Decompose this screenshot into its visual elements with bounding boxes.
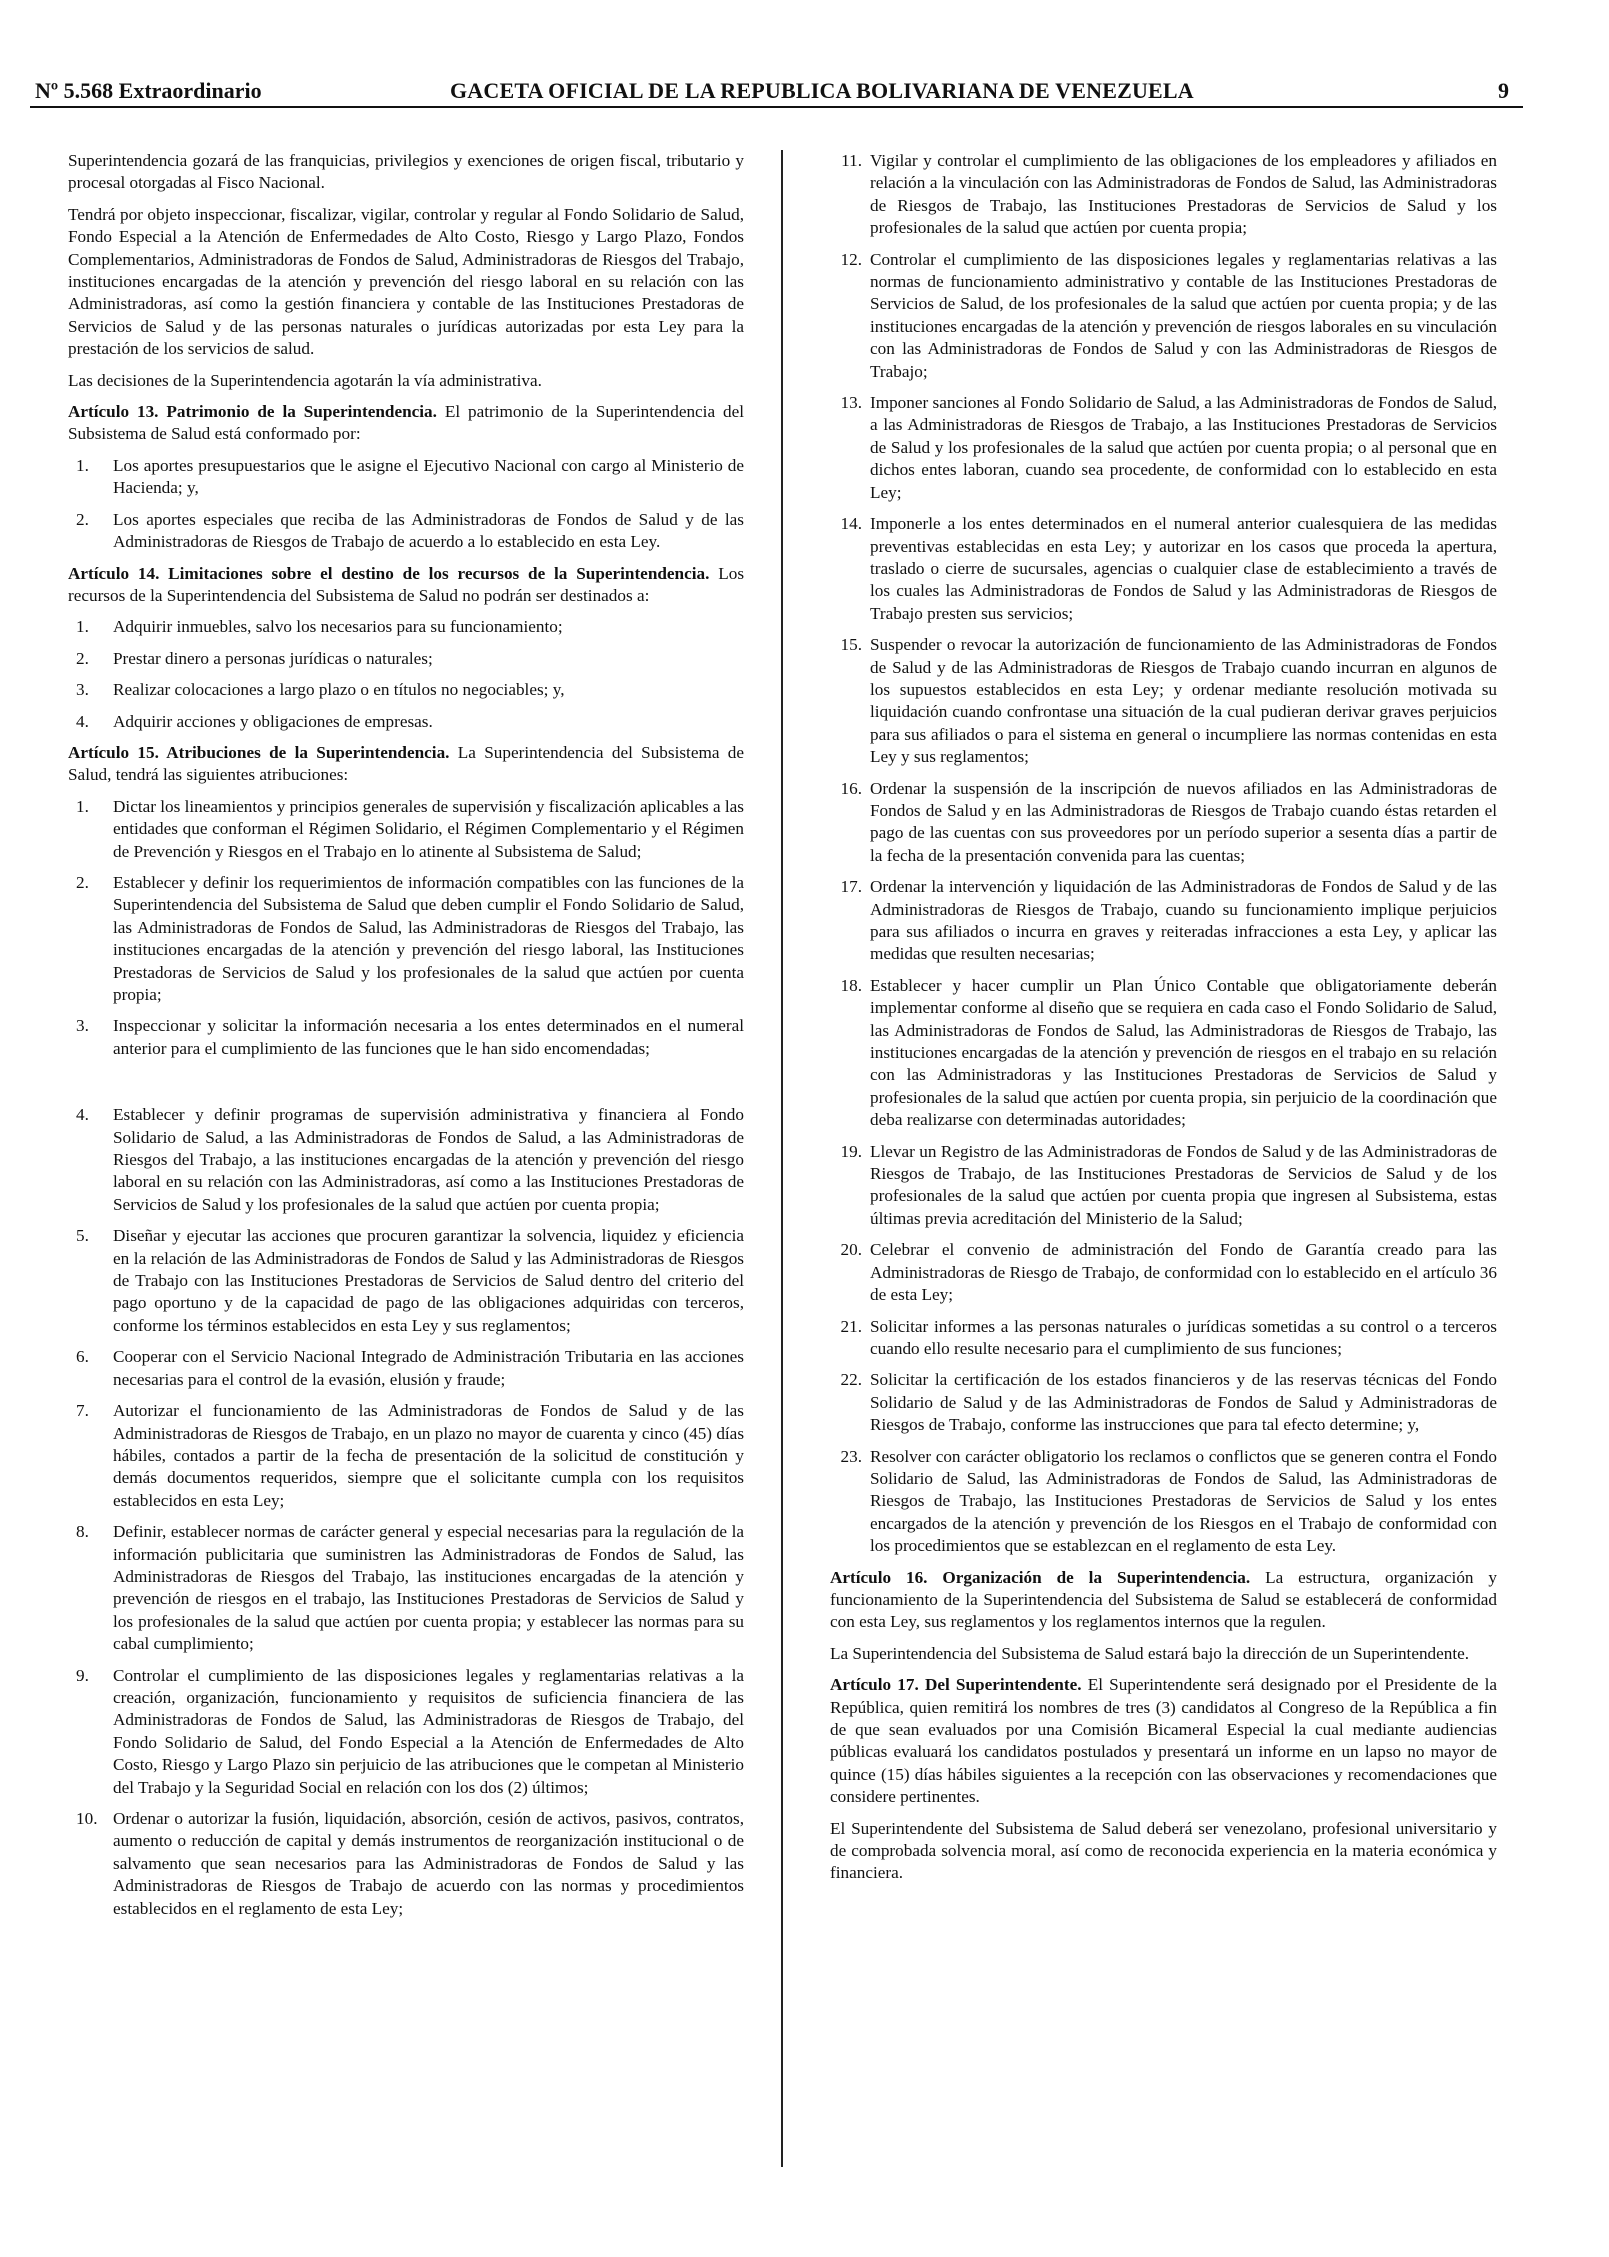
- item-text: Establecer y hacer cumplir un Plan Único Contable que obligatoriamente deberán implementar conforme al diseño que se requiera en cada caso el Fondo Solidario de Salud, las Administradoras de Fondos de Salud, las Administradoras de Riesgos de Trabajo, las instituciones encargadas de la atención y prevención de riesgos en el trabajo en su relación con las Administradoras y las Instituciones Prestadoras de Servicios de Salud y profesionales de la salud que actúen por cuenta propia, sin perjuicio de la coordinación que deba realizarse con determinadas autoridades;: [870, 975, 1497, 1130]
- list-item: [68, 872, 744, 1006]
- item-text: Ordenar la suspensión de la inscripción de nuevos afiliados en las Administradoras de Fondos de Salud y en las Administradoras de Riesgos de Trabajo cuando éstas retarden el pago de las cuentas con sus proveedores por un período superior a sesenta días a partir de la fecha de la presentación convenida para las cuentas;: [870, 778, 1497, 865]
- article-15: [68, 742, 744, 787]
- item-text: Los aportes especiales que reciba de las Administradoras de Fondos de Salud y de las Administradoras de Riesgos de Trabajo de acuerdo a lo establecido en esta Ley.: [113, 509, 744, 552]
- list-item: [68, 1400, 744, 1512]
- list-item: [830, 513, 1497, 625]
- item-text: Prestar dinero a personas jurídicas o naturales;: [113, 648, 433, 668]
- list-item: [68, 648, 744, 670]
- article-title: Artículo 16. Organización de la Superintendencia.: [830, 1567, 1251, 1587]
- list-item: [830, 1239, 1497, 1306]
- item-text: Celebrar el convenio de administración del Fondo de Garantía creado para las Administradoras de Riesgo de Trabajo, de conformidad con lo establecido en el artículo 36 de esta Ley;: [870, 1240, 1497, 1305]
- issue-number: Nº 5.568 Extraordinario: [35, 78, 262, 103]
- article-text: El Superintendente será designado por el Presidente de la República, quien remitirá los nombres de tres (3) candidatos al Congreso de la República a fin de que sean evaluados por una Comisión Bicameral Especial la cual mediante audiencias públicas evaluará los candidatos postulados y presentará un informe en un lapso no mayor de quince (15) días hábiles siguientes a la recepción con las observaciones y recomendaciones que considere pertinentes.: [830, 1675, 1497, 1807]
- gazette-title: GACETA OFICIAL DE LA REPUBLICA BOLIVARIANA DE VENEZUELA: [450, 78, 1194, 103]
- item-number: 21.: [840, 1316, 862, 1336]
- list-item: [68, 1521, 744, 1655]
- item-text: Realizar colocaciones a largo plazo o en títulos no negociables; y,: [113, 680, 565, 700]
- item-number: 6.: [76, 1347, 89, 1367]
- item-number: 4.: [76, 711, 89, 731]
- article-title: Artículo 13. Patrimonio de la Superintendencia.: [68, 402, 437, 422]
- item-number: 2.: [76, 872, 89, 892]
- list-item: [68, 509, 744, 554]
- item-text: Llevar un Registro de las Administradoras de Fondos de Salud y de las Administradoras de Riesgos de Trabajo, de las Instituciones Prestadoras de Servicios de Salud y de los profesionales de la salud que actúen por cuenta propia que ingresen al Subsistema, estas últimas previa acreditación del Ministerio de la Salud;: [870, 1141, 1497, 1228]
- item-number: 16.: [840, 778, 862, 798]
- list-item: [68, 1225, 744, 1337]
- item-number: 1.: [76, 796, 89, 816]
- article-17: [830, 1674, 1497, 1808]
- item-text: Adquirir inmuebles, salvo los necesarios para su funcionamiento;: [113, 617, 563, 637]
- item-text: Solicitar la certificación de los estados financieros y de las reservas técnicas del Fondo Solidario de Salud y de las Administradoras de Fondos de Salud y Administradoras de Riesgos de Trabajo, conforme las instrucciones que para tal efecto determine; y,: [870, 1370, 1497, 1435]
- article-text: La Superintendencia del Subsistema de Salud, tendrá las siguientes atribuciones:: [68, 742, 744, 785]
- item-number: 15.: [840, 635, 862, 655]
- right-column: [830, 150, 1497, 1894]
- item-number: 5.: [76, 1226, 89, 1246]
- item-number: 20.: [840, 1240, 862, 1260]
- item-number: 22.: [840, 1370, 862, 1390]
- item-text: Establecer y definir programas de supervisión administrativa y financiera al Fondo Solidario de Salud, a las Administradoras de Fondos de Salud, a las Administradoras de Riesgos del Trabajo, a las instituciones encargadas de la atención y prevención del riesgo laboral en su relación con las Administradoras, así como a las Instituciones Prestadoras de Servicios de Salud y los profesionales de la salud que actúen por cuenta propia;: [113, 1105, 744, 1214]
- item-text: Imponerle a los entes determinados en el numeral anterior cualesquiera de las medidas preventivas establecidas en esta Ley; y autorizar en los casos que proceda la apertura, traslado o cierre de sucursales, agencias o cualquier clase de establecimiento a través de los cuales las Administradoras de Fondos de Salud y las Administradoras de Riesgos de Trabajo presten sus servicios;: [870, 514, 1497, 623]
- item-text: Adquirir acciones y obligaciones de empresas.: [113, 711, 433, 731]
- item-number: 10.: [76, 1809, 98, 1828]
- article-text: La estructura, organización y funcionamiento de la Superintendencia del Subsistema de Salud se establecerá de conformidad con esta Ley, sus reglamentos y los reglamentos internos que la regulen.: [830, 1567, 1498, 1632]
- item-text: Resolver con carácter obligatorio los reclamos o conflictos que se generen contra el Fondo Solidario de Salud, las Administradoras de Fondos de Salud, las Administradoras de Riesgos de Trabajo, las Instituciones Prestadoras de Servicios de Salud y los entes encargados de la atención y prevención de los Riesgos en el Trabajo de conformidad con los procedimientos que se establezcan en el reglamento de esta Ley.: [870, 1446, 1497, 1556]
- page-number: 9: [1498, 78, 1509, 103]
- item-text: Solicitar informes a las personas naturales o jurídicas sometidas a su control o a terceros cuando ello resulte necesario para el cumplimiento de sus funciones;: [870, 1316, 1497, 1358]
- item-number: 3.: [76, 680, 89, 700]
- spacer: [68, 1069, 744, 1104]
- item-text: Imponer sanciones al Fondo Solidario de Salud, a las Administradoras de Fondos de Salud, a las Administradoras de Riesgos de Trabajo, a las Instituciones Prestadoras de Servicios de Salud y los profesionales de la salud que actúen por cuenta propia; o al personal que en dichos entes laboran, cuando sea procedente, de conformidad con lo establecido en esta Ley;: [870, 393, 1497, 502]
- item-number: 4.: [76, 1105, 89, 1125]
- item-text: Ordenar la intervención y liquidación de las Administradoras de Fondos de Salud y de las Administradoras de Riesgos de Trabajo, cuando su funcionamiento implique perjuicios para sus afiliados o incurra en graves y reiteradas infracciones a esta Ley, y aplicar las medidas que resulten necesarias;: [870, 877, 1497, 964]
- list-item: [830, 249, 1497, 383]
- item-text: Controlar el cumplimiento de las disposiciones legales y reglamentarias relativas a las normas de funcionamiento administrativo y contable de las Instituciones Prestadoras de Servicios de Salud, de los profesionales de la salud que actúen por cuenta propia; y de las instituciones encargadas de la atención y prevención de riesgos laborales en su vinculación con las Administradoras de Fondos de Salud y con las Administradoras de Riesgos de Trabajo;: [870, 249, 1497, 381]
- paragraph: Superintendencia gozará de las franquicias, privilegios y exenciones de origen fiscal, tributario y procesal otorgadas al Fisco Nacional.: [68, 151, 744, 193]
- article-text: Los recursos de la Superintendencia del Subsistema de Salud no podrán ser destinados a:: [68, 563, 745, 605]
- item-text: Vigilar y controlar el cumplimiento de las obligaciones de los empleadores y afiliados en relación a la vinculación con las Administradoras de Fondos de Salud, las Administradoras de Riesgos de Trabajo, las Instituciones Prestadoras de Servicios de Salud y los profesionales de la salud que actúen por cuenta propia;: [870, 151, 1497, 238]
- list-item: [68, 679, 744, 701]
- item-number: 2.: [76, 648, 89, 668]
- item-number: 19.: [840, 1141, 862, 1161]
- item-number: 18.: [840, 975, 862, 995]
- paragraph: La Superintendencia del Subsistema de Salud estará bajo la dirección de un Superintendente.: [830, 1643, 1470, 1663]
- column-divider: [781, 150, 783, 2167]
- list-item: [830, 1316, 1497, 1361]
- list-item: [68, 1346, 744, 1391]
- left-column: [68, 150, 744, 1929]
- list-item: [68, 1665, 744, 1799]
- list-item: [830, 876, 1497, 966]
- item-number: 14.: [840, 514, 862, 534]
- page-header: [30, 78, 1523, 108]
- item-text: Ordenar o autorizar la fusión, liquidación, absorción, cesión de activos, pasivos, contratos, aumento o reducción de capital y demás instrumentos de reorganización institucional o de salvamento que sean necesarios para las Administradoras de Fondos de Salud y las Administradoras de Riesgos de Trabajo de acuerdo con las normas y procedimientos establecidos en el reglamento de esta Ley;: [113, 1809, 744, 1918]
- item-text: Dictar los lineamientos y principios generales de supervisión y fiscalización aplicables a las entidades que conforman el Régimen Solidario, el Régimen Complementario y el Régimen de Prevención y Riesgos en el Trabajo en lo atinente al Subsistema de Salud;: [113, 796, 744, 861]
- item-number: 2.: [76, 509, 89, 529]
- list-item: [830, 392, 1497, 504]
- item-text: Autorizar el funcionamiento de las Administradoras de Fondos de Salud y de las Administradoras de Riesgos de Trabajo, en un plazo no mayor de cuarenta y cinco (45) días hábiles, contados a partir de la fecha de presentación de la solicitud de constitución y demás documentos requeridos, siempre que el solicitante cumpla con los requisitos establecidos en esta Ley;: [113, 1401, 745, 1510]
- article-text: El patrimonio de la Superintendencia del Subsistema de Salud está conformado por:: [68, 402, 744, 444]
- item-number: 1.: [76, 617, 89, 637]
- item-number: 7.: [76, 1401, 89, 1421]
- paragraph: El Superintendente del Subsistema de Salud deberá ser venezolano, profesional universitario y de comprobada solvencia moral, así como de reconocida experiencia en la materia económica y financiera.: [830, 1818, 1497, 1883]
- article-title: Artículo 17. Del Superintendente.: [830, 1675, 1082, 1695]
- item-number: 13.: [840, 393, 862, 413]
- article-16: [830, 1567, 1497, 1634]
- paragraph: Las decisiones de la Superintendencia agotarán la vía administrativa.: [68, 370, 542, 390]
- article-title: Artículo 14. Limitaciones sobre el destino de los recursos de la Superintendencia.: [68, 563, 710, 583]
- list-item: [830, 150, 1497, 240]
- article-13: [68, 401, 744, 446]
- item-text: Inspeccionar y solicitar la información necesaria a los entes determinados en el numeral anterior para el cumplimiento de las funciones que le han sido encomendadas;: [113, 1016, 744, 1058]
- item-text: Suspender o revocar la autorización de funcionamiento de las Administradoras de Fondos de Salud y de las Administradoras de Riesgos de Trabajo cuando incurran en algunos de los supuestos establecidos en esta Ley; y ordenar mediante resolución motivada su liquidación cuando confrontase una situación de la cual pudieran derivar graves perjuicios para sus afiliados o para el sistema en general o incumpliere las normas contenidas en esta Ley y sus reglamentos;: [870, 635, 1497, 767]
- item-number: 12.: [840, 249, 862, 269]
- article-14: [68, 563, 744, 608]
- list-item: [68, 796, 744, 863]
- paragraph: Tendrá por objeto inspeccionar, fiscalizar, vigilar, controlar y regular al Fondo Solidario de Salud, Fondo Especial a la Atención de Enfermedades de Alto Costo, Riesgo y Largo Plazo, Fondos Complementarios, Administradoras de Fondos de Salud, Administradoras de Riesgos del Trabajo, instituciones encargadas de la atención y prevención del riesgo laboral en su relación con las Administradoras, así como la gestión financiera y contable de las Instituciones Prestadoras de Servicios de Salud y de las personas naturales o jurídicas autorizadas por esta Ley para la prestación de los servicios de salud.: [68, 204, 744, 359]
- list-item: [830, 1141, 1497, 1231]
- list-item: [830, 778, 1497, 868]
- item-text: Controlar el cumplimiento de las disposiciones legales y reglamentarias relativas a la creación, organización, funcionamiento y requisitos de suficiencia financiera de las Administradoras de Fondos de Salud, las Administradoras de Riesgos de Trabajo, del Fondo Solidario de Salud, del Fondo Especial a la Atención de Enfermedades de Alto Costo, Riesgo y Largo Plazo sin perjuicio de las atribuciones que le competan al Ministerio del Trabajo y la Seguridad Social en relación con los dos (2) últimos;: [113, 1665, 744, 1797]
- item-text: Diseñar y ejecutar las acciones que procuren garantizar la solvencia, liquidez y eficiencia en la relación de las Administradoras de Fondos de Salud y las Administradoras de Riesgos de Trabajo con las Instituciones Prestadoras de Servicios de Salud dentro del criterio del pago oportuno y de la capacidad de pago de las obligaciones adquiridas con terceros, conforme los términos establecidos en esta Ley y sus reglamentos;: [113, 1226, 744, 1335]
- item-number: 23.: [840, 1446, 862, 1466]
- item-text: Los aportes presupuestarios que le asigne el Ejecutivo Nacional con cargo al Ministerio de Hacienda; y,: [113, 455, 744, 498]
- list-item: [830, 1369, 1497, 1436]
- item-text: Cooperar con el Servicio Nacional Integrado de Administración Tributaria en las acciones necesarias para el control de la evasión, elusión y fraude;: [113, 1347, 744, 1389]
- item-number: 17.: [840, 877, 862, 897]
- list-item: [830, 1446, 1497, 1558]
- list-item: [68, 455, 744, 500]
- item-text: Establecer y definir los requerimientos de información compatibles con las funciones de la Superintendencia del Subsistema de Salud que deben cumplir el Fondo Solidario de Salud, las Administradoras de Fondos de Salud, las Administradoras de Riesgos del Trabajo, las instituciones encargadas de la atención y prevención del riesgo laboral, las Instituciones Prestadoras de Servicios de Salud y los profesionales de la salud que actúen por cuenta propia;: [113, 872, 744, 1004]
- item-number: 11.: [841, 151, 862, 170]
- article-title: Artículo 15. Atribuciones de la Superintendencia.: [68, 742, 450, 762]
- item-number: 1.: [76, 455, 89, 475]
- item-number: 3.: [76, 1016, 89, 1036]
- list-item: [68, 1104, 744, 1216]
- item-number: 8.: [76, 1522, 89, 1542]
- item-text: Definir, establecer normas de carácter general y especial necesarias para la regulación de la información publicitaria que suministren las Administradoras de Fondos de Salud, las Administradoras de Riesgos del Trabajo, las instituciones encargadas de la atención y prevención de riesgos en el trabajo, las Instituciones Prestadoras de Servicios de Salud y los profesionales de la salud que actúen por cuenta propia; y establecer las normas para su cabal cumplimiento;: [113, 1522, 744, 1654]
- list-item: [68, 1015, 744, 1060]
- list-item: [68, 1808, 744, 1920]
- list-item: [830, 634, 1497, 768]
- list-item: [830, 975, 1497, 1132]
- list-item: [68, 616, 744, 638]
- list-item: [68, 711, 744, 733]
- item-number: 9.: [76, 1665, 89, 1685]
